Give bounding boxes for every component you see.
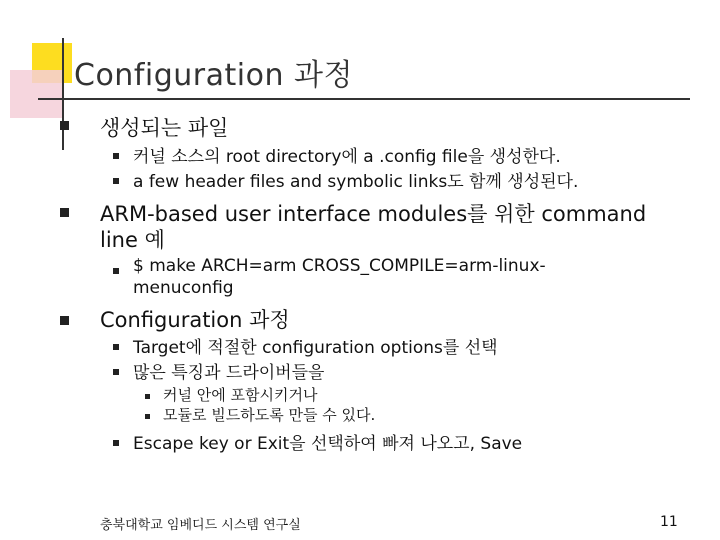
sub-bullet-text: 많은 특징과 드라이버들을 bbox=[133, 363, 325, 383]
bullet-square-icon bbox=[113, 268, 119, 274]
bullet-square-icon bbox=[145, 414, 150, 419]
bullet-text-configuration-process: Configuration 과정 bbox=[100, 308, 290, 332]
page-number: 11 bbox=[660, 514, 678, 530]
sub-bullet-text: a few header files and symbolic links도 함께 생성된다. bbox=[133, 172, 579, 192]
sub-bullet-text: 커널 소스의 root directory에 a .config file을 생성한다. bbox=[133, 147, 561, 167]
bullet-square-icon bbox=[60, 316, 69, 325]
bullet-square-icon bbox=[113, 178, 119, 184]
decorative-pink-square bbox=[10, 70, 64, 118]
bullet-square-icon bbox=[113, 440, 119, 446]
bullet-text-command-line: ARM-based user interface modules를 위한 command bbox=[100, 202, 647, 226]
bullet-square-icon bbox=[113, 344, 119, 350]
sub-bullet-text: Target에 적절한 configuration options를 선택 bbox=[133, 338, 498, 358]
bullet-text-generated-files: 생성되는 파일 bbox=[100, 116, 229, 140]
bullet-square-icon bbox=[113, 369, 119, 375]
sub-sub-bullet-text: 모듈로 빌드하도록 만들 수 있다. bbox=[163, 406, 376, 424]
bullet-square-icon bbox=[145, 394, 150, 399]
bullet-text-command-line-cont: line 예 bbox=[100, 228, 165, 252]
decorative-horizontal-line bbox=[38, 98, 690, 100]
bullet-square-icon bbox=[113, 153, 119, 159]
sub-sub-bullet-text: 커널 안에 포함시키거나 bbox=[163, 386, 318, 404]
bullet-square-icon bbox=[60, 121, 69, 130]
sub-bullet-text-command: $ make ARCH=arm CROSS_COMPILE=arm-linux- bbox=[133, 256, 546, 276]
decorative-vertical-line bbox=[62, 38, 64, 150]
sub-bullet-text-command-cont: menuconfig bbox=[133, 278, 234, 298]
sub-bullet-text: Escape key or Exit을 선택하여 빠져 나오고, Save bbox=[133, 434, 523, 454]
footer-lab-name: 충북대학교 임베디드 시스템 연구실 bbox=[100, 518, 301, 533]
slide-title: Configuration 과정 bbox=[74, 58, 353, 93]
bullet-square-icon bbox=[60, 208, 69, 217]
